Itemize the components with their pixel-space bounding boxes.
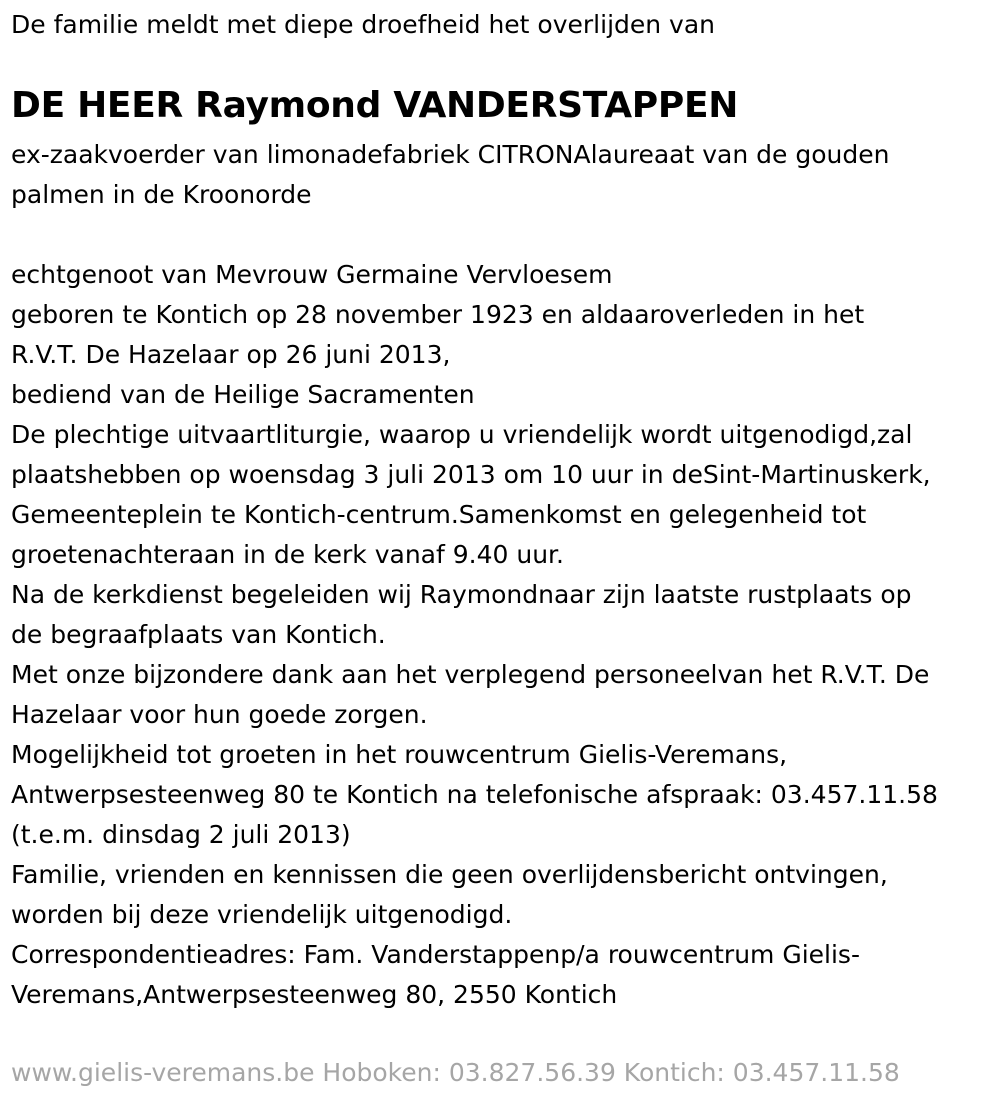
body-line: Antwerpsesteenweg 80 te Kontich na telefonische afspraak: 03.457.11.58 bbox=[11, 780, 938, 809]
subtitle-block bbox=[11, 135, 889, 215]
body-line: Veremans,Antwerpsesteenweg 80, 2550 Kontich bbox=[11, 980, 618, 1009]
notice-body bbox=[11, 255, 938, 1015]
body-line: Met onze bijzondere dank aan het verplegend personeelvan het R.V.T. De bbox=[11, 660, 930, 689]
body-line: R.V.T. De Hazelaar op 26 juni 2013, bbox=[11, 340, 451, 369]
body-line: geboren te Kontich op 28 november 1923 en aldaaroverleden in het bbox=[11, 300, 865, 329]
body-line: Correspondentieadres: Fam. Vanderstappenp/a rouwcentrum Gielis- bbox=[11, 940, 860, 969]
body-line: Na de kerkdienst begeleiden wij Raymondnaar zijn laatste rustplaats op bbox=[11, 580, 912, 609]
body-line: worden bij deze vriendelijk uitgenodigd. bbox=[11, 900, 513, 929]
body-line: groetenachteraan in de kerk vanaf 9.40 uur. bbox=[11, 540, 564, 569]
subtitle-line: ex-zaakvoerder van limonadefabriek CITRONAlaureaat van de gouden bbox=[11, 140, 890, 169]
body-line: echtgenoot van Mevrouw Germaine Vervloesem bbox=[11, 260, 613, 289]
body-line: De plechtige uitvaartliturgie, waarop u vriendelijk wordt uitgenodigd,zal bbox=[11, 420, 913, 449]
body-line: Gemeenteplein te Kontich-centrum.Samenkomst en gelegenheid tot bbox=[11, 500, 867, 529]
body-line: (t.e.m. dinsdag 2 juli 2013) bbox=[11, 820, 351, 849]
body-line: Mogelijkheid tot groeten in het rouwcentrum Gielis-Veremans, bbox=[11, 740, 788, 769]
intro-text: De familie meldt met diepe droefheid het overlijden van bbox=[11, 10, 716, 39]
body-line: plaatshebben op woensdag 3 juli 2013 om 10 uur in deSint-Martinuskerk, bbox=[11, 460, 931, 489]
deceased-name: DE HEER Raymond VANDERSTAPPEN bbox=[11, 85, 739, 126]
subtitle-line: palmen in de Kroonorde bbox=[11, 180, 312, 209]
body-line: Hazelaar voor hun goede zorgen. bbox=[11, 700, 428, 729]
body-line: Familie, vrienden en kennissen die geen overlijdensbericht ontvingen, bbox=[11, 860, 888, 889]
body-line: bediend van de Heilige Sacramenten bbox=[11, 380, 475, 409]
body-line: de begraafplaats van Kontich. bbox=[11, 620, 386, 649]
funeral-home-footer: www.gielis-veremans.be Hoboken: 03.827.56.39 Kontich: 03.457.11.58 bbox=[11, 1058, 900, 1087]
